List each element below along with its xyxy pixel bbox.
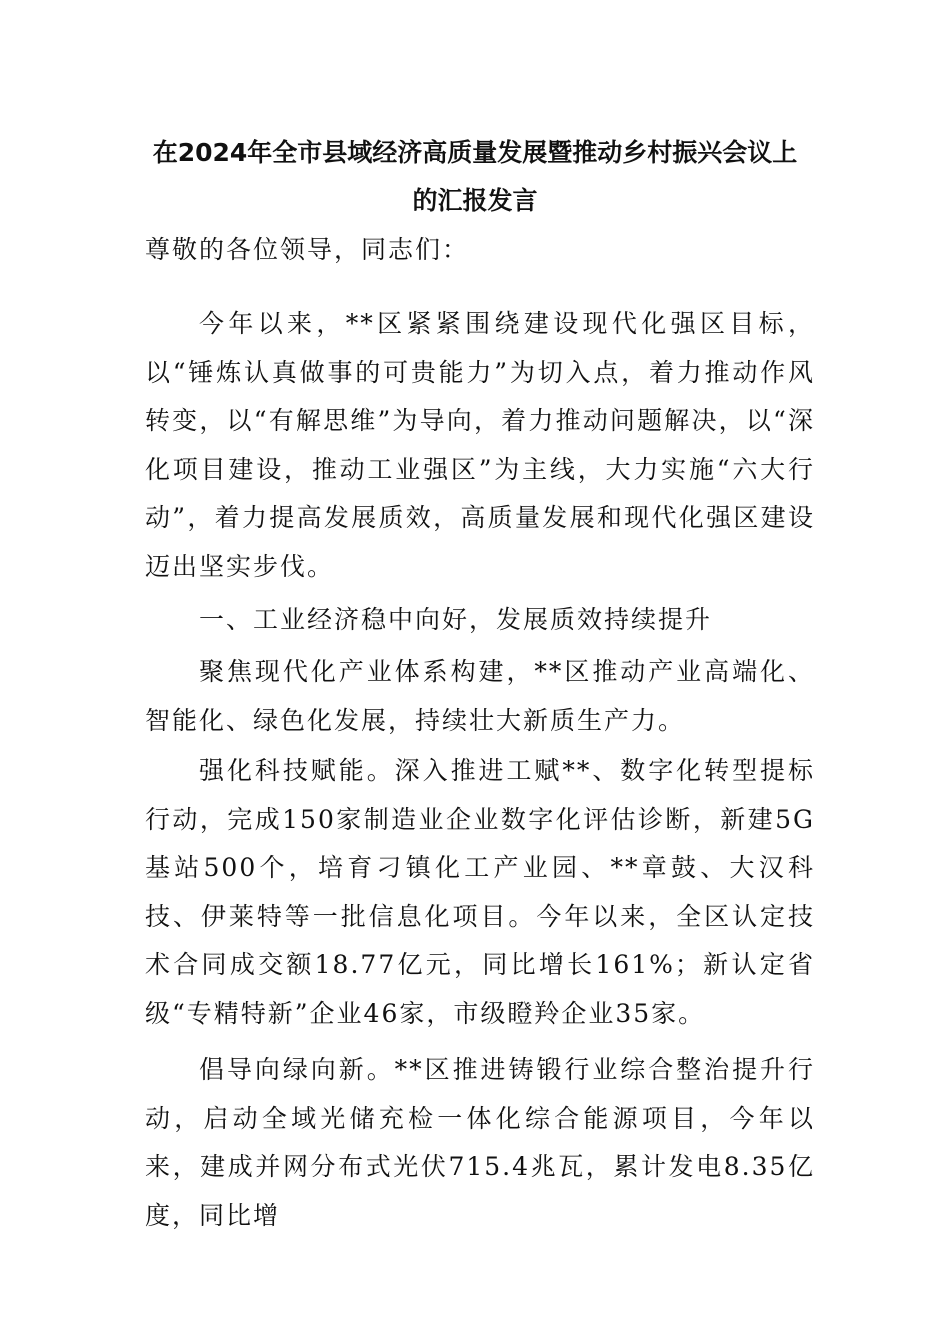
document-title-line-1: 在2024年全市县域经济高质量发展暨推动乡村振兴会议上 — [152, 138, 798, 167]
document-title-line-2: 的汇报发言 — [412, 186, 538, 215]
section-heading-1: 一、工业经济稳中向好，发展质效持续提升 — [199, 605, 713, 634]
intro-paragraph: 今年以来，**区紧紧围绕建设现代化强区目标，以“锤炼认真做事的可贵能力”为切入点，着力推动作风转变，以“有解思维”为导向，着力推动问题解决，以“深化项目建设，推动工业强区”为主线，大力实施“六大行动”，着力提高发展质效，高质量发展和现代化强区建设迈出坚实步伐。 — [145, 309, 815, 581]
paragraph-green-new: 倡导向绿向新。**区推进铸锻行业综合整治提升行动，启动全域光储充检一体化综合能源项目，今年以来，建成并网分布式光伏715.4兆瓦，累计发电8.35亿度，同比增 — [145, 1055, 815, 1230]
paragraph-tech-empowerment: 强化科技赋能。深入推进工赋**、数字化转型提标行动，完成150家制造业企业数字化评估诊断，新建5G基站500个，培育刁镇化工产业园、**章鼓、大汉科技、伊莱特等一批信息化项目。今年以来，全区认定技术合同成交额18.77亿元，同比增长161%；新认定省级“专精特新”企业46家，市级瞪羚企业35家。 — [145, 756, 815, 1028]
paragraph-industry-system: 聚焦现代化产业体系构建，**区推动产业高端化、智能化、绿色化发展，持续壮大新质生产力。 — [145, 657, 815, 735]
salutation: 尊敬的各位领导，同志们： — [145, 235, 470, 264]
